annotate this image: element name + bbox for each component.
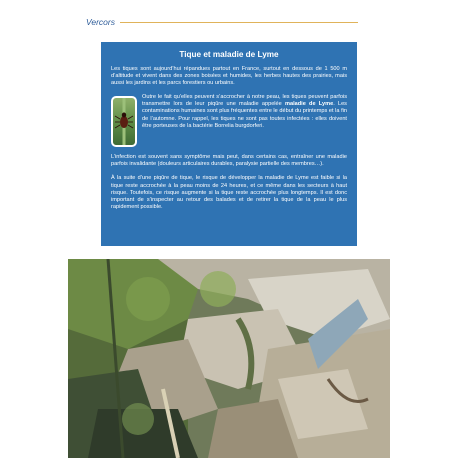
rock-photo [68,259,390,458]
paragraph-habitat: Les tiques sont aujourd’hui répandues partout en France, surtout en dessous de 1 500 m d’altitude et vivent dans des zones boisées et humides, les herbes hautes des prairies, mais aussi les jardins et les parcs forestiers ou urbains. [111,66,347,87]
info-box [101,42,357,246]
tick-image [111,96,137,147]
paragraph-symptoms: L’infection est souvent sans symptôme mais peut, dans certains cas, entraîner une maladie parfois invalidante (douleurs articulaires durables, paralysie partielle des membres…). [111,154,347,168]
running-head-title: Vercors [86,17,115,27]
paragraph-lyme-term: maladie de Lyme [284,101,334,108]
tick-row [111,94,347,147]
paragraph-risk: À la suite d’une piqûre de tique, le risque de développer la maladie de Lyme est faible si la tique reste accrochée à la peau moins de 24 heures, et ce même dans les secteurs à haut risque. Toutefois, ce risque augmente si la tique reste accrochée plus longtemps. Il est donc important de s’inspecter au retour des balades et de retirer la tique de la peau le plus rapidement possible. [111,175,347,210]
info-box-title: Tique et maladie de Lyme [179,50,279,59]
running-head-rule [120,22,358,23]
paragraph-lyme-start: Outre le fait qu’elles peuvent s’accrocher à notre peau, les tiques peuvent parfois transmettre lors de leur piqûre une maladie appelée [142,94,347,108]
paragraph-lyme-end: . Les contaminations humaines sont plus fréquentes entre le début du printemps et la fin de l’automne. Pour rappel, les tiques ne sont pas toutes infectées : elles doivent être porteuses de la bactérie Borrelia burgdorferi. [142,101,347,129]
paragraph-lyme [142,94,347,147]
